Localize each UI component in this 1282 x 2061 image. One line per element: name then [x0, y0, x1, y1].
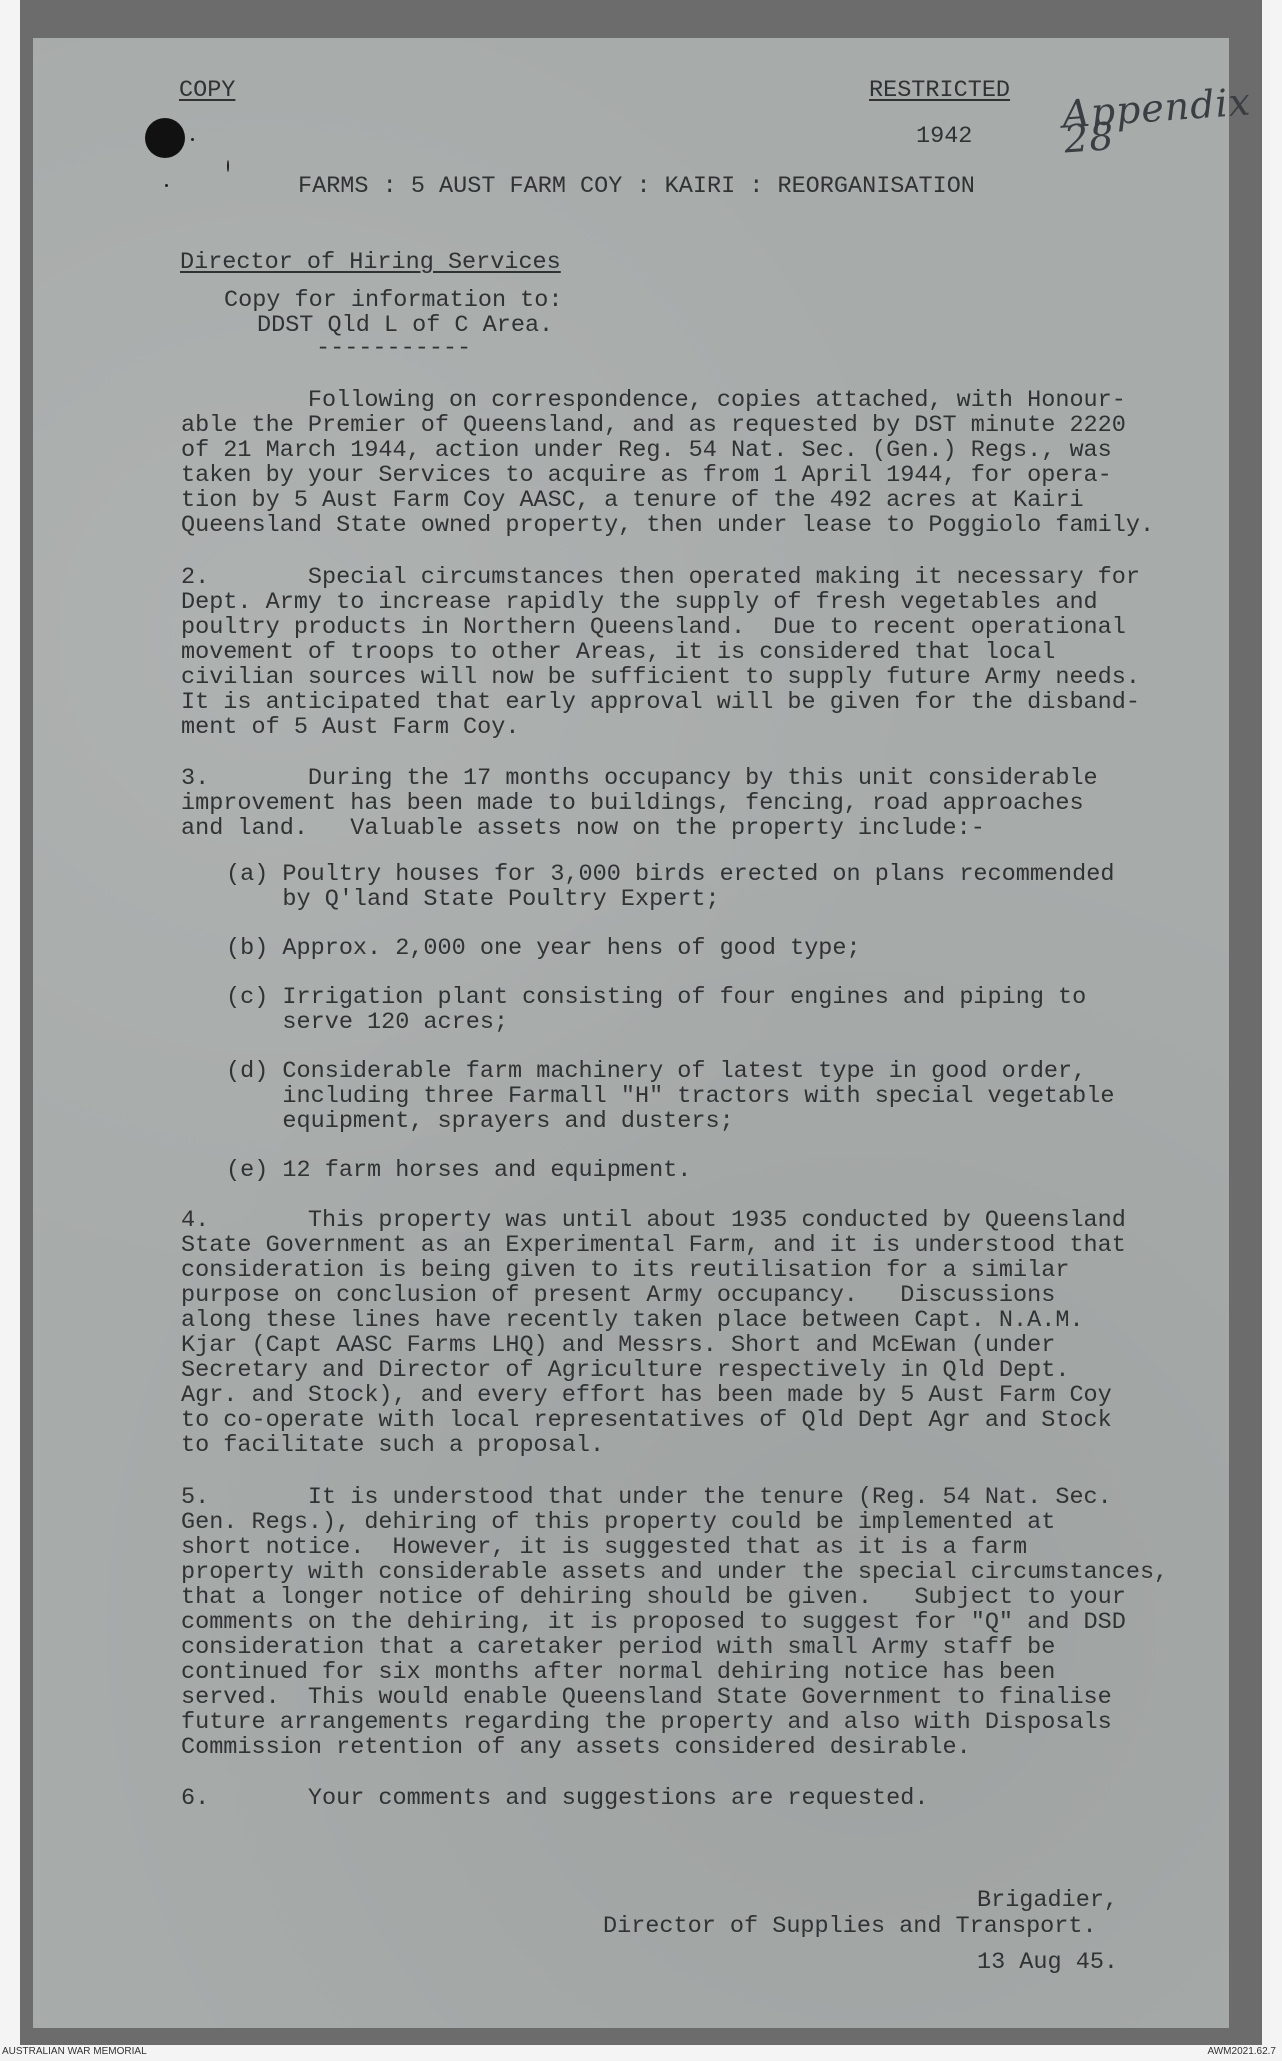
document-page — [33, 38, 1253, 2028]
asset-item-e: (e) 12 farm horses and equipment. — [226, 1157, 692, 1184]
paragraph-1: Following on correspondence, copies attached, with Honour- able the Premier of Queensland, and as requested by DST minute 2220 of 21 March 1944, action under Reg. 54 Nat. Sec. (Gen.) Regs., was taken by your Services to acquire as from 1 April 1944, for opera- tion by 5 Aust Farm Coy AASC, a tenure of the 492 acres at Kairi Queensland State owned property, then under lease to Poggiolo family. — [181, 387, 1155, 539]
handwritten-annotation: Appendix 28 — [1060, 79, 1253, 162]
signature-date: 13 Aug 45. — [977, 1949, 1119, 1976]
asset-item-a: (a) Poultry houses for 3,000 birds erected on plans recommended by Q'land State Poultry Expert; — [226, 861, 1115, 913]
signature-title: Director of Supplies and Transport. — [603, 1913, 1097, 1940]
separator-rule: ----------- — [316, 335, 472, 362]
footer-institution: AUSTRALIAN WAR MEMORIAL — [2, 2046, 147, 2057]
paragraph-4: 4. This property was until about 1935 conducted by Queensland State Government as an Experimental Farm, and it is understood that consideration is being given to its reutilisation for a similar purpose on conclusion of present Army occupancy. Discussions along these lines have recently taken place between Capt. N.A.M. Kjar (Capt AASC Farms LHQ) and Messrs. Short and McEwan (under Secretary and Director of Agriculture respectively in Qld Dept. Agr. and Stock), and every effort has been made by 5 Aust Farm Coy to co-operate with local representatives of Qld Dept Agr and Stock to facilitate such a proposal. — [181, 1207, 1126, 1459]
paragraph-2: 2. Special circumstances then operated making it necessary for Dept. Army to increase rapidly the supply of fresh vegetables and poultry products in Northern Queensland. Due to recent operational movement of troops to other Areas, it is considered that local civilian sources will now be sufficient to supply future Army needs. It is anticipated that early approval will be given for the disband- ment of 5 Aust Farm Coy. — [181, 564, 1140, 741]
ink-fleck — [191, 138, 194, 141]
restricted-label: RESTRICTED — [869, 77, 1011, 104]
signature-rank: Brigadier, — [977, 1887, 1119, 1914]
asset-item-b: (b) Approx. 2,000 one year hens of good type; — [226, 935, 861, 962]
paragraph-6: 6. Your comments and suggestions are requested. — [181, 1785, 929, 1812]
copy-recipient: DDST Qld L of C Area. — [257, 312, 554, 339]
footer-accession: AWM2021.62.7 — [1207, 2046, 1276, 2057]
paragraph-5: 5. It is understood that under the tenure (Reg. 54 Nat. Sec. Gen. Regs.), dehiring of this property could be implemented at short notice. However, it is suggested that as it is a farm property with considerable assets and under the special circumstances, that a longer notice of dehiring should be given. Subject to your comments on the dehiring, it is proposed to suggest for "Q" and DSD consideration that a caretaker period with small Army staff be continued for six months after normal dehiring notice has been served. This would enable Queensland State Government to finalise future arrangements regarding the property and also with Disposals Commission retention of any assets considered desirable. — [181, 1484, 1169, 1761]
asset-item-d: (d) Considerable farm machinery of latest type in good order, including three Farmall "H" tractors with special vegetable equipment, sprayers and dusters; — [226, 1058, 1115, 1135]
paragraph-3: 3. During the 17 months occupancy by this unit considerable improvement has been made to buildings, fencing, road approaches and land. Valuable assets now on the property include:- — [181, 765, 1098, 842]
year-stamp: 1942 — [916, 123, 973, 150]
document-title: FARMS : 5 AUST FARM COY : KAIRI : REORGANISATION — [298, 173, 975, 200]
addressee: Director of Hiring Services — [180, 249, 561, 276]
copy-label: COPY — [179, 77, 236, 104]
copy-for-information: Copy for information to: — [224, 287, 563, 314]
asset-item-c: (c) Irrigation plant consisting of four engines and piping to serve 120 acres; — [226, 984, 1087, 1036]
ink-fleck — [227, 160, 229, 172]
ink-fleck — [165, 184, 168, 187]
punch-hole — [145, 118, 185, 158]
